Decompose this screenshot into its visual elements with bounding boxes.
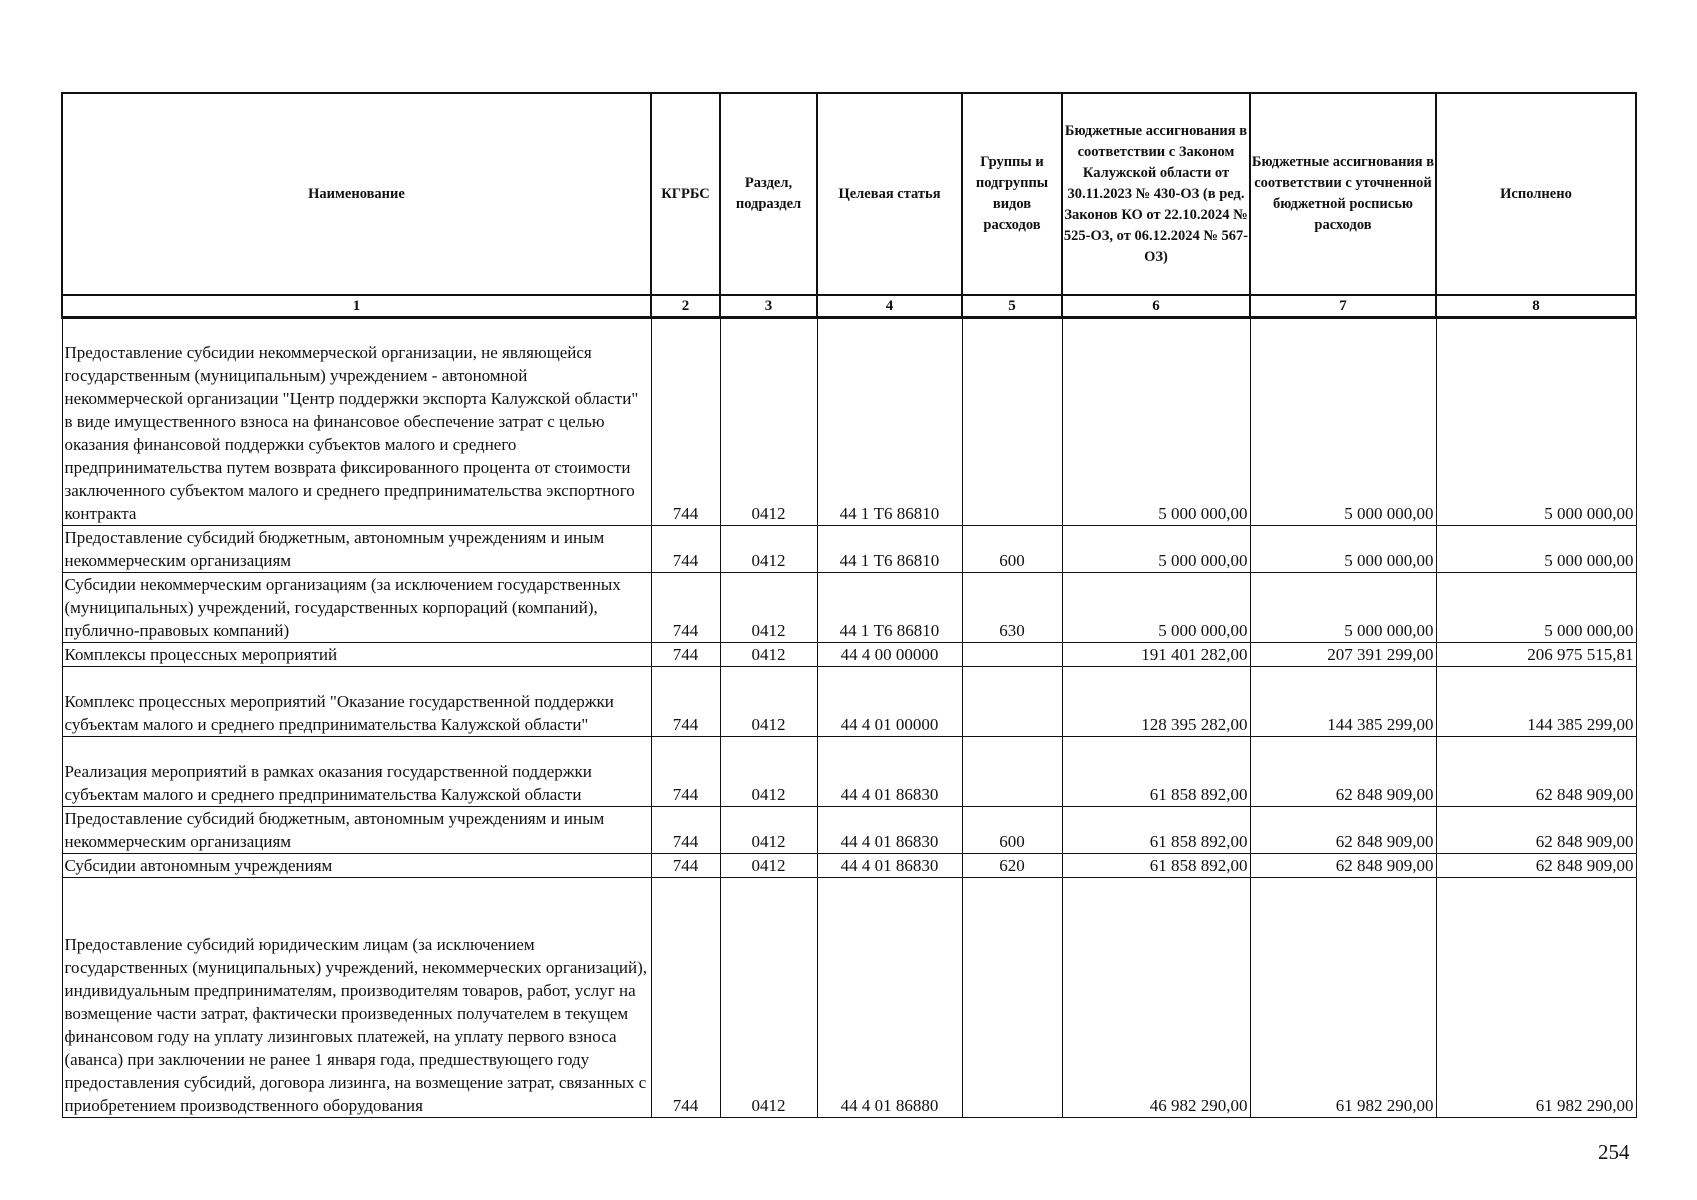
table-row <box>62 573 1636 643</box>
row-law-amount: 128 395 282,00 <box>1062 667 1250 737</box>
row-plan-amount: 207 391 299,00 <box>1250 643 1436 667</box>
row-target-article: 44 4 01 86830 <box>817 807 962 854</box>
row-name: Субсидии некоммерческим организациям (за исключением государственных (муниципальных) учреждений, государственных корпораций (компаний), публично-правовых компаний) <box>62 573 651 643</box>
row-target-article: 44 4 01 86830 <box>817 854 962 878</box>
row-executed-amount: 61 982 290,00 <box>1436 878 1636 1118</box>
row-executed-amount: 62 848 909,00 <box>1436 807 1636 854</box>
row-law-amount: 46 982 290,00 <box>1062 878 1250 1118</box>
header-kgrbs: КГРБС <box>651 93 720 295</box>
table-row <box>62 667 1636 737</box>
column-number: 7 <box>1250 295 1436 318</box>
row-name: Комплексы процессных мероприятий <box>62 643 651 667</box>
row-section: 0412 <box>720 526 817 573</box>
header-expense-groups: Группы и подгруппы видов расходов <box>962 93 1062 295</box>
row-name: Комплекс процессных мероприятий "Оказание государственной поддержки субъектам малого и среднего предпринимательства Калужской области" <box>62 667 651 737</box>
row-kgrbs: 744 <box>651 526 720 573</box>
row-plan-amount: 62 848 909,00 <box>1250 854 1436 878</box>
row-expense-group <box>962 643 1062 667</box>
row-plan-amount: 5 000 000,00 <box>1250 526 1436 573</box>
row-executed-amount: 144 385 299,00 <box>1436 667 1636 737</box>
row-kgrbs: 744 <box>651 854 720 878</box>
row-plan-amount: 5 000 000,00 <box>1250 573 1436 643</box>
table-row <box>62 526 1636 573</box>
table-row <box>62 318 1636 526</box>
row-kgrbs: 744 <box>651 667 720 737</box>
row-expense-group: 600 <box>962 526 1062 573</box>
row-expense-group: 620 <box>962 854 1062 878</box>
row-law-amount: 5 000 000,00 <box>1062 318 1250 526</box>
column-number: 2 <box>651 295 720 318</box>
header-law-allocations: Бюджетные ассигнования в соответствии с Законом Калужской области от 30.11.2023 № 430-ОЗ (в ред. Законов КО от 22.10.2024 № 525-ОЗ, от 06.12.2024 № 567-ОЗ) <box>1062 93 1250 295</box>
row-expense-group <box>962 737 1062 807</box>
row-kgrbs: 744 <box>651 318 720 526</box>
row-executed-amount: 62 848 909,00 <box>1436 854 1636 878</box>
row-section: 0412 <box>720 573 817 643</box>
row-executed-amount: 206 975 515,81 <box>1436 643 1636 667</box>
row-kgrbs: 744 <box>651 737 720 807</box>
table-row <box>62 643 1636 667</box>
header-refined-allocations: Бюджетные ассигнования в соответствии с уточненной бюджетной росписью расходов <box>1250 93 1436 295</box>
row-expense-group: 630 <box>962 573 1062 643</box>
row-expense-group: 600 <box>962 807 1062 854</box>
header-section: Раздел, подраздел <box>720 93 817 295</box>
row-law-amount: 61 858 892,00 <box>1062 854 1250 878</box>
row-target-article: 44 1 Т6 86810 <box>817 526 962 573</box>
table-row <box>62 737 1636 807</box>
row-section: 0412 <box>720 318 817 526</box>
row-kgrbs: 744 <box>651 878 720 1118</box>
row-target-article: 44 4 01 86830 <box>817 737 962 807</box>
row-plan-amount: 62 848 909,00 <box>1250 737 1436 807</box>
row-section: 0412 <box>720 878 817 1118</box>
row-plan-amount: 5 000 000,00 <box>1250 318 1436 526</box>
row-expense-group <box>962 667 1062 737</box>
header-name: Наименование <box>62 93 651 295</box>
column-number: 3 <box>720 295 817 318</box>
row-name: Предоставление субсидий юридическим лицам (за исключением государственных (муниципальных) учреждений, некоммерческих организаций), индивидуальным предпринимателям, производителям товаров, работ, услуг на возмещение части затрат, фактически произведенных получателем в текущем финансовом году на уплату лизинговых платежей, на уплату первого взноса (аванса) при заключении не ранее 1 января года, предшествующего году предоставления субсидий, договора лизинга, на возмещение затрат, связанных с приобретением производственного оборудования <box>62 878 651 1118</box>
table-row <box>62 854 1636 878</box>
row-law-amount: 5 000 000,00 <box>1062 573 1250 643</box>
budget-table <box>61 92 1637 1118</box>
row-executed-amount: 62 848 909,00 <box>1436 737 1636 807</box>
column-number: 6 <box>1062 295 1250 318</box>
row-executed-amount: 5 000 000,00 <box>1436 526 1636 573</box>
table-row <box>62 807 1636 854</box>
row-target-article: 44 4 00 00000 <box>817 643 962 667</box>
row-expense-group <box>962 318 1062 526</box>
row-target-article: 44 1 Т6 86810 <box>817 318 962 526</box>
row-expense-group <box>962 878 1062 1118</box>
row-target-article: 44 4 01 86880 <box>817 878 962 1118</box>
row-name: Субсидии автономным учреждениям <box>62 854 651 878</box>
row-kgrbs: 744 <box>651 573 720 643</box>
row-section: 0412 <box>720 737 817 807</box>
row-plan-amount: 144 385 299,00 <box>1250 667 1436 737</box>
column-number-row <box>62 295 1636 318</box>
row-plan-amount: 61 982 290,00 <box>1250 878 1436 1118</box>
row-section: 0412 <box>720 667 817 737</box>
column-number: 1 <box>62 295 651 318</box>
row-section: 0412 <box>720 854 817 878</box>
row-target-article: 44 4 01 00000 <box>817 667 962 737</box>
row-name: Реализация мероприятий в рамках оказания государственной поддержки субъектам малого и среднего предпринимательства Калужской области <box>62 737 651 807</box>
header-target-article: Целевая статья <box>817 93 962 295</box>
row-name: Предоставление субсидий бюджетным, автономным учреждениям и иным некоммерческим организациям <box>62 807 651 854</box>
table-header-row <box>62 93 1636 295</box>
column-number: 5 <box>962 295 1062 318</box>
row-section: 0412 <box>720 807 817 854</box>
row-plan-amount: 62 848 909,00 <box>1250 807 1436 854</box>
row-kgrbs: 744 <box>651 643 720 667</box>
row-target-article: 44 1 Т6 86810 <box>817 573 962 643</box>
table-row <box>62 878 1636 1118</box>
row-law-amount: 61 858 892,00 <box>1062 737 1250 807</box>
row-law-amount: 5 000 000,00 <box>1062 526 1250 573</box>
column-number: 4 <box>817 295 962 318</box>
row-name: Предоставление субсидий бюджетным, автономным учреждениям и иным некоммерческим организациям <box>62 526 651 573</box>
row-executed-amount: 5 000 000,00 <box>1436 573 1636 643</box>
page-number: 254 <box>1598 1140 1630 1164</box>
header-executed: Исполнено <box>1436 93 1636 295</box>
row-executed-amount: 5 000 000,00 <box>1436 318 1636 526</box>
column-number: 8 <box>1436 295 1636 318</box>
row-kgrbs: 744 <box>651 807 720 854</box>
row-name: Предоставление субсидии некоммерческой организации, не являющейся государственным (муниципальным) учреждением - автономной некоммерческой организации "Центр поддержки экспорта Калужской области" в виде имущественного взноса на финансовое обеспечение затрат с целью оказания финансовой поддержки субъектов малого и среднего предпринимательства путем возврата фиксированного процента от стоимости заключенного субъектом малого и среднего предпринимательства экспортного контракта <box>62 318 651 526</box>
row-law-amount: 191 401 282,00 <box>1062 643 1250 667</box>
row-section: 0412 <box>720 643 817 667</box>
row-law-amount: 61 858 892,00 <box>1062 807 1250 854</box>
